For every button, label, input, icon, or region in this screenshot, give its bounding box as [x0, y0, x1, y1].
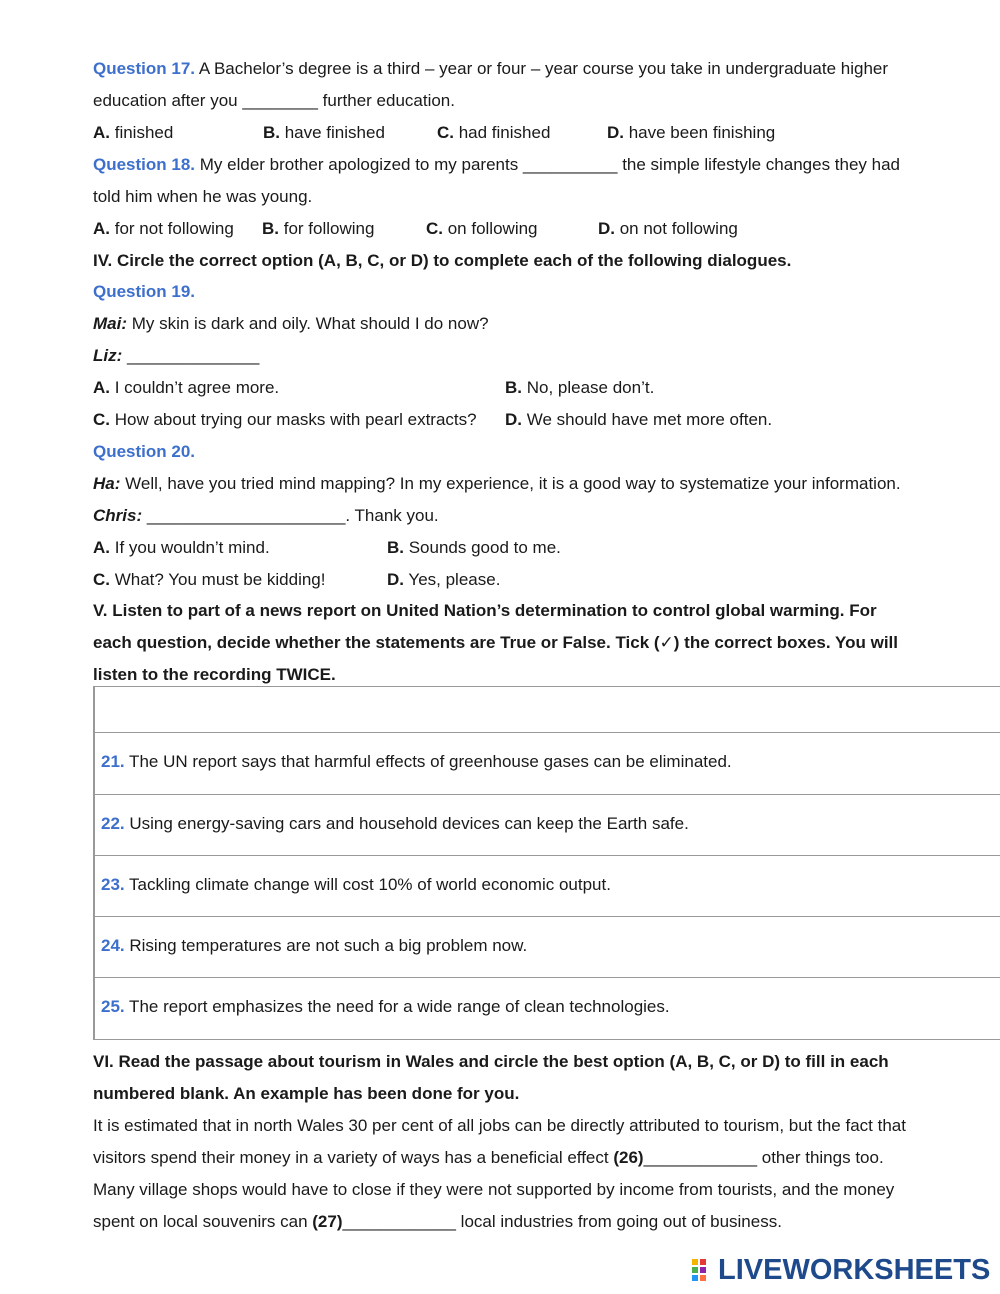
- table-row[interactable]: [93, 977, 1000, 1039]
- q19-line1: Mai: My skin is dark and oily. What should I do now?: [93, 314, 489, 333]
- table-row[interactable]: [93, 794, 1000, 855]
- q18-text-1: My elder brother apologized to my parents __________ the simple lifestyle changes they had: [195, 155, 901, 174]
- q20-option-a[interactable]: A. If you wouldn’t mind.: [93, 538, 270, 557]
- table-row[interactable]: [93, 916, 1000, 977]
- q19-speaker-mai: Mai:: [93, 314, 127, 333]
- blank-26-label: (26): [613, 1148, 644, 1167]
- q17-option-d[interactable]: D. have been finishing: [607, 123, 776, 142]
- q19-number: Question 19.: [93, 282, 196, 301]
- q18-option-d[interactable]: D. on not following: [598, 219, 738, 238]
- q20-speaker-chris: Chris:: [93, 506, 143, 525]
- q17-text-1: A Bachelor’s degree is a third – year or four – year course you take in undergraduate higher: [195, 59, 889, 78]
- q17-option-c[interactable]: C. had finished: [437, 123, 551, 142]
- q20-option-c[interactable]: C. What? You must be kidding!: [93, 570, 326, 589]
- q20-line2: Chris: _____________________. Thank you.: [93, 506, 439, 525]
- q19-option-b[interactable]: B. No, please don’t.: [505, 378, 655, 397]
- q18-option-a[interactable]: A. for not following: [93, 219, 234, 238]
- statement-text: Rising temperatures are not such a big problem now.: [124, 936, 528, 955]
- passage-line4: spent on local souvenirs can (27)____________ local industries from going out of business.: [93, 1212, 782, 1231]
- statement-number: 23.: [101, 875, 125, 894]
- q19-option-a[interactable]: A. I couldn’t agree more.: [93, 378, 280, 397]
- table-header-row: [93, 686, 1000, 732]
- statement-text: Using energy-saving cars and household devices can keep the Earth safe.: [124, 814, 689, 833]
- q20-option-d[interactable]: D. Yes, please.: [387, 570, 501, 589]
- table-row[interactable]: [93, 732, 1000, 794]
- section-4-heading: IV. Circle the correct option (A, B, C, or D) to complete each of the following dialogues.: [93, 251, 792, 270]
- q19-option-c[interactable]: C. How about trying our masks with pearl extracts?: [93, 410, 477, 429]
- q20-line1: Ha: Well, have you tried mind mapping? In my experience, it is a good way to systematize your information.: [93, 474, 901, 493]
- section-5-heading-line3: listen to the recording TWICE.: [93, 665, 336, 684]
- q17-line1: [93, 58, 888, 80]
- q18-number: Question 18.: [93, 155, 196, 174]
- passage-line2: visitors spend their money in a variety of ways has a beneficial effect (26)____________ other things too.: [93, 1148, 884, 1167]
- q17-option-b[interactable]: B. have finished: [263, 123, 385, 142]
- statement-text: Tackling climate change will cost 10% of world economic output.: [124, 875, 611, 894]
- blank-26[interactable]: ____________ other things too.: [643, 1148, 884, 1167]
- q18-line2: told him when he was young.: [93, 187, 313, 206]
- section-6-heading-line2: numbered blank. An example has been done for you.: [93, 1084, 520, 1103]
- statement-number: 22.: [101, 814, 125, 833]
- q19-option-d[interactable]: D. We should have met more often.: [505, 410, 773, 429]
- q18-option-c[interactable]: C. on following: [426, 219, 538, 238]
- q17-line2: education after you ________ further education.: [93, 91, 455, 110]
- q18-line1: [93, 154, 900, 176]
- q17-number: Question 17.: [93, 59, 196, 78]
- section-5-heading-line2: each question, decide whether the statements are True or False. Tick (✓) the correct boxes. You will: [93, 633, 898, 652]
- table-bottom-border: [93, 1039, 1000, 1040]
- liveworksheets-logo[interactable]: [692, 1254, 990, 1286]
- q20-number: Question 20.: [93, 442, 196, 461]
- liveworksheets-mark-icon: [692, 1257, 714, 1283]
- statement-text: The report emphasizes the need for a wide range of clean technologies.: [124, 997, 670, 1016]
- q19-speaker-liz: Liz:: [93, 346, 123, 365]
- q19-line2: Liz: ______________: [93, 346, 260, 365]
- table-row[interactable]: [93, 855, 1000, 916]
- q18-option-b[interactable]: B. for following: [262, 219, 375, 238]
- q20-option-b[interactable]: B. Sounds good to me.: [387, 538, 561, 557]
- statement-number: 25.: [101, 997, 125, 1016]
- q20-speaker-ha: Ha:: [93, 474, 121, 493]
- q17-option-a[interactable]: A. finished: [93, 123, 174, 142]
- blank-27[interactable]: ____________ local industries from going out of business.: [342, 1212, 782, 1231]
- statement-number: 21.: [101, 752, 125, 771]
- section-5-heading-line1: V. Listen to part of a news report on United Nation’s determination to control global warming. For: [93, 601, 877, 620]
- passage-line1: It is estimated that in north Wales 30 per cent of all jobs can be directly attributed to tourism, but the fact that: [93, 1116, 906, 1135]
- logo-text: LIVEWORKSHEETS: [718, 1253, 991, 1286]
- statement-number: 24.: [101, 936, 125, 955]
- blank-27-label: (27): [312, 1212, 343, 1231]
- section-6-heading-line1: VI. Read the passage about tourism in Wales and circle the best option (A, B, C, or D) to fill in each: [93, 1052, 889, 1071]
- passage-line3: Many village shops would have to close if they were not supported by income from tourists, and the money: [93, 1180, 895, 1199]
- statement-text: The UN report says that harmful effects of greenhouse gases can be eliminated.: [124, 752, 732, 771]
